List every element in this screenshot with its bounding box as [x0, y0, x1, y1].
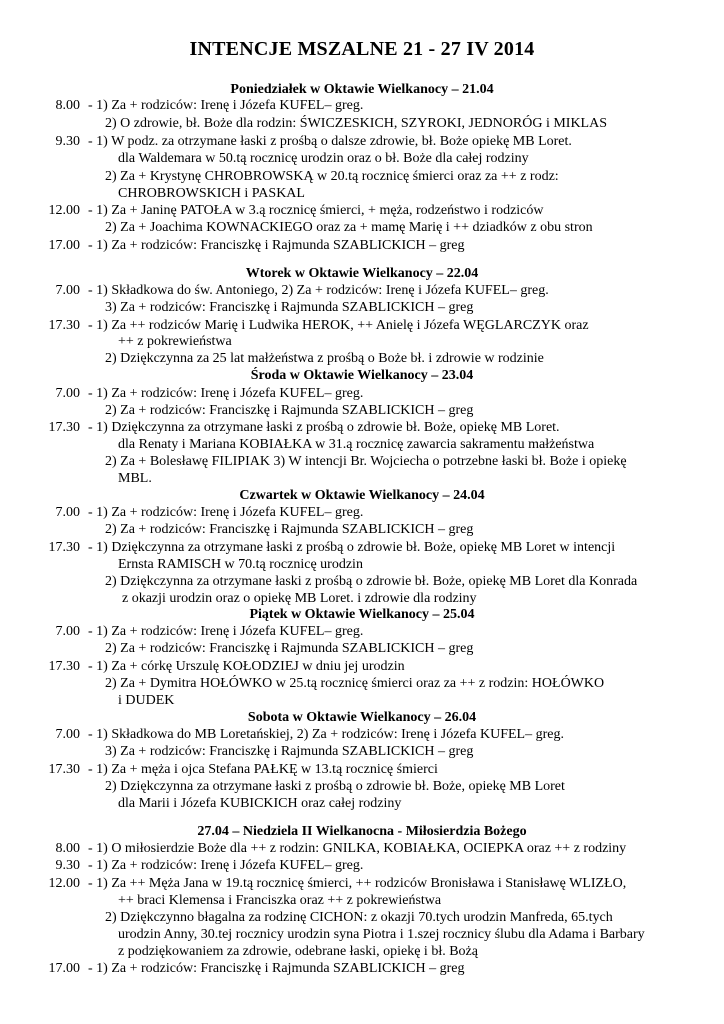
mass-time: 7.00 [55, 624, 80, 639]
intention-line: - 1) Za ++ rodziców Marię i Ludwika HEROK, ++ Anielę i Józefa WĘGLARCZYK oraz [88, 318, 589, 333]
day-header-monday: Poniedziałek w Oktawie Wielkanocy – 21.04 [230, 82, 494, 97]
day-header-friday: Piątek w Oktawie Wielkanocy – 25.04 [249, 607, 475, 622]
intention-line: z podziękowaniem za zdrowie, odebrane łaski, opiekę i bł. Bożą [118, 944, 478, 959]
intention-line: 2) Za + rodziców: Franciszkę i Rajmunda SZABLICKICH – greg [105, 403, 474, 418]
intention-line: - 1) Za ++ Męża Jana w 19.tą rocznicę śmierci, ++ rodziców Bronisława i Stanisławę WLIZŁO, [88, 876, 627, 891]
intention-line: 2) Dziękczynno błagalna za rodzinę CICHON: z okazji 70.tych urodzin Manfreda, 65.tych [105, 910, 613, 925]
mass-time: 8.00 [55, 841, 80, 856]
intention-line: 2) Za + Dymitra HOŁÓWKO w 25.tą rocznicę śmierci oraz za ++ z rodzin: HOŁÓWKO [105, 676, 605, 691]
intention-line: dla Marii i Józefa KUBICKICH oraz całej rodziny [118, 796, 402, 811]
mass-time: 7.00 [55, 283, 80, 298]
intention-line: - 1) O miłosierdzie Boże dla ++ z rodzin: GNILKA, KOBIAŁKA, OCIEPKA oraz ++ z rodziny [88, 841, 627, 856]
mass-time: 12.00 [48, 203, 80, 218]
intention-line: - 1) W podz. za otrzymane łaski z prośbą o dalsze zdrowie, bł. Boże opiekę MB Loret. [88, 134, 572, 149]
mass-time: 17.00 [48, 961, 80, 976]
day-header-tuesday: Wtorek w Oktawie Wielkanocy – 22.04 [245, 266, 479, 281]
mass-time: 17.30 [48, 659, 80, 674]
intention-line: dla Waldemara w 50.tą rocznicę urodzin oraz o bł. Boże dla całej rodziny [118, 151, 529, 166]
intention-line: ++ braci Klemensa i Franciszka oraz ++ z pokrewieństwa [118, 893, 442, 908]
intention-line: Ernsta RAMISCH w 70.tą rocznicę urodzin [118, 557, 363, 572]
day-header-thursday: Czwartek w Oktawie Wielkanocy – 24.04 [239, 488, 485, 503]
mass-time: 17.30 [48, 318, 80, 333]
intention-line: MBL. [118, 471, 152, 486]
intention-line: - 1) Za + rodziców: Irenę i Józefa KUFEL– greg. [88, 624, 364, 639]
mass-time: 7.00 [55, 727, 80, 742]
intention-line: urodzin Anny, 30.tej rocznicy urodzin syna Piotra i 1.szej rocznicy ślubu dla Adama i Barbary [118, 927, 645, 942]
mass-time: 17.30 [48, 762, 80, 777]
mass-time: 17.00 [48, 238, 80, 253]
mass-time: 17.30 [48, 540, 80, 555]
intention-line: 2) Za + Bolesławę FILIPIAK 3) W intencji Br. Wojciecha o potrzebne łaski bł. Boże i opiekę [105, 454, 627, 469]
intention-line: z okazji urodzin oraz o opiekę MB Loret. i zdrowie dla rodziny [122, 591, 477, 606]
mass-time: 9.30 [55, 858, 80, 873]
intention-line: - 1) Za + rodziców: Franciszkę i Rajmunda SZABLICKICH – greg [88, 238, 465, 253]
intention-line: - 1) Za + męża i ojca Stefana PAŁKĘ w 13.tą rocznicę śmierci [88, 762, 438, 777]
intention-line: - 1) Składkowa do MB Loretańskiej, 2) Za + rodziców: Irenę i Józefa KUFEL– greg. [88, 727, 564, 742]
intention-line: dla Renaty i Mariana KOBIAŁKA w 31.ą rocznicę zawarcia sakramentu małżeństwa [118, 437, 595, 452]
intention-line: 3) Za + rodziców: Franciszkę i Rajmunda SZABLICKICH – greg [105, 300, 474, 315]
intention-line: 2) Za + Joachima KOWNACKIEGO oraz za + mamę Marię i ++ dziadków z obu stron [105, 220, 593, 235]
intention-line: - 1) Za + rodziców: Franciszkę i Rajmunda SZABLICKICH – greg [88, 961, 465, 976]
mass-time: 17.30 [48, 420, 80, 435]
intention-line: - 1) Dziękczynna za otrzymane łaski z prośbą o zdrowie bł. Boże, opiekę MB Loret. [88, 420, 560, 435]
intention-line: - 1) Za + córkę Urszulę KOŁODZIEJ w dniu jej urodzin [88, 659, 405, 674]
intention-line: 2) Dziękczynna za otrzymane łaski z prośbą o zdrowie bł. Boże, opiekę MB Loret dla Konrada [105, 574, 638, 589]
intention-line: i DUDEK [118, 693, 175, 708]
mass-time: 12.00 [48, 876, 80, 891]
mass-time: 9.30 [55, 134, 80, 149]
intention-line: 2) Za + rodziców: Franciszkę i Rajmunda SZABLICKICH – greg [105, 641, 474, 656]
intention-line: - 1) Składkowa do św. Antoniego, 2) Za + rodziców: Irenę i Józefa KUFEL– greg. [88, 283, 549, 298]
day-header-sunday: 27.04 – Niedziela II Wielkanocna - Miłosierdzia Bożego [197, 824, 527, 839]
intention-line: 2) Dziękczynna za otrzymane łaski z prośbą o zdrowie bł. Boże, opiekę MB Loret [105, 779, 565, 794]
intention-line: 2) Dziękczynna za 25 lat małżeństwa z prośbą o Boże bł. i zdrowie w rodzinie [105, 351, 544, 366]
intention-line: - 1) Za + rodziców: Irenę i Józefa KUFEL– greg. [88, 386, 364, 401]
intention-line: - 1) Za + rodziców: Irenę i Józefa KUFEL– greg. [88, 98, 364, 113]
mass-time: 7.00 [55, 386, 80, 401]
day-header-wednesday: Środa w Oktawie Wielkanocy – 23.04 [250, 368, 474, 383]
intention-line: 2) Za + Krystynę CHROBROWSKĄ w 20.tą rocznicę śmierci oraz za ++ z rodz: [105, 169, 559, 184]
mass-time: 7.00 [55, 505, 80, 520]
intention-line: 2) O zdrowie, bł. Boże dla rodzin: ŚWICZESKICH, SZYROKI, JEDNORÓG i MIKLAS [105, 116, 608, 131]
intention-line: 3) Za + rodziców: Franciszkę i Rajmunda SZABLICKICH – greg [105, 744, 474, 759]
intention-line: - 1) Za + Janinę PATOŁA w 3.ą rocznicę śmierci, + męża, rodzeństwo i rodziców [88, 203, 544, 218]
day-header-saturday: Sobota w Oktawie Wielkanocy – 26.04 [247, 710, 477, 725]
intention-line: ++ z pokrewieństwa [118, 334, 232, 349]
intention-line: - 1) Za + rodziców: Irenę i Józefa KUFEL– greg. [88, 858, 364, 873]
intention-line: - 1) Dziękczynna za otrzymane łaski z prośbą o zdrowie bł. Boże, opiekę MB Loret w intencji [88, 540, 616, 555]
intention-line: CHROBROWSKICH i PASKAL [118, 186, 305, 201]
intention-line: - 1) Za + rodziców: Irenę i Józefa KUFEL– greg. [88, 505, 364, 520]
mass-time: 8.00 [55, 98, 80, 113]
page-title: INTENCJE MSZALNE 21 - 27 IV 2014 [189, 38, 535, 60]
intention-line: 2) Za + rodziców: Franciszkę i Rajmunda SZABLICKICH – greg [105, 522, 474, 537]
